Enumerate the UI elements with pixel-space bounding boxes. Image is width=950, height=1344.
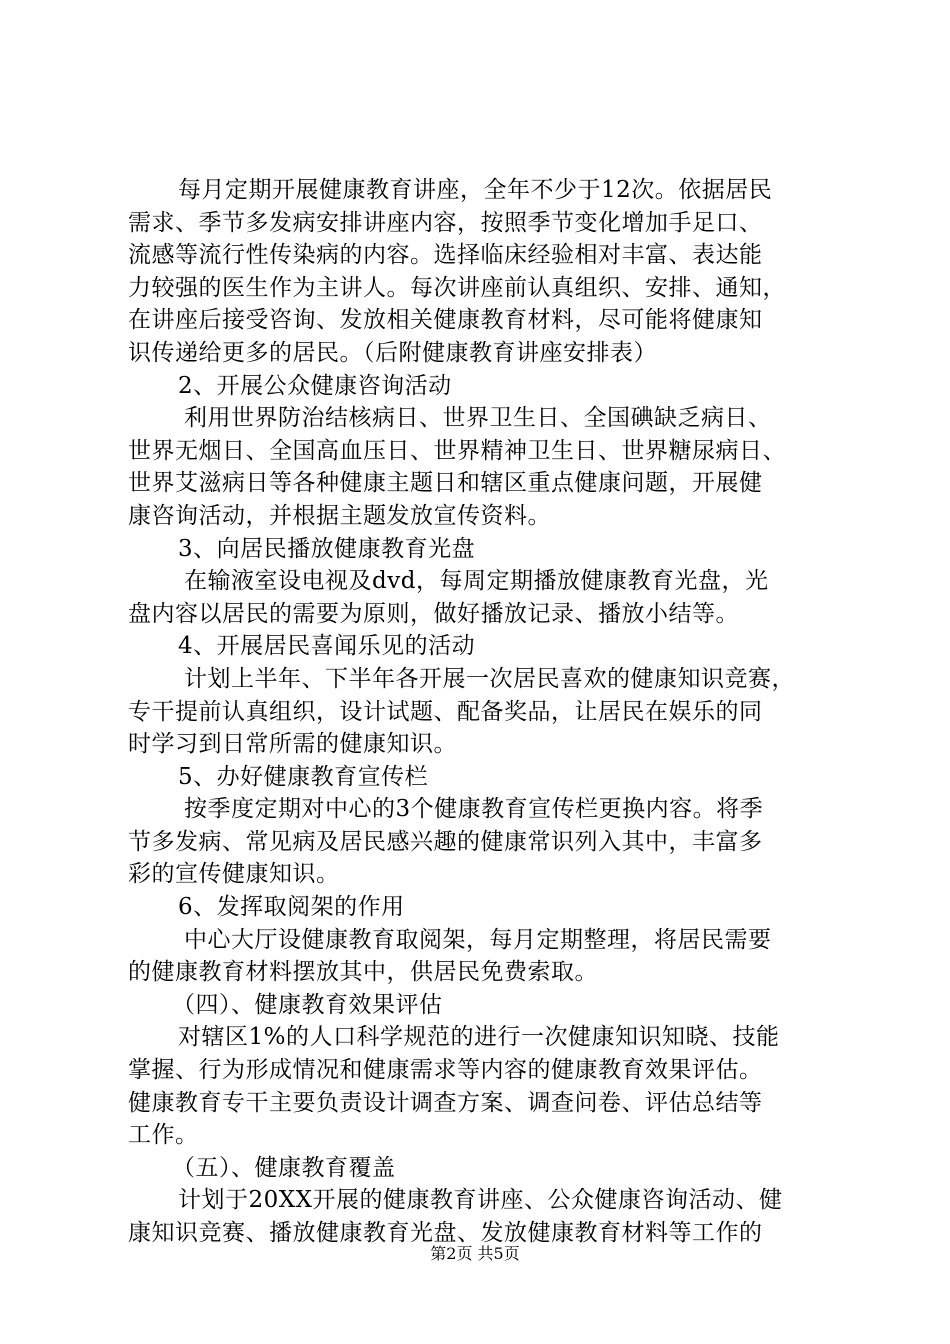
page-footer: 第2页 共5页 xyxy=(430,1244,520,1263)
text-line: 掌握、行为形成情况和健康需求等内容的健康教育效果评估。 xyxy=(128,1057,763,1084)
text-line: 2、开展公众健康咨询活动 xyxy=(178,372,452,399)
text-line: 利用世界防治结核病日、世界卫生日、全国碘缺乏病日、 xyxy=(184,405,772,432)
text-line: 盘内容以居民的需要为原则，做好播放记录、播放小结等。 xyxy=(128,600,739,627)
text-line: 世界艾滋病日等各种健康主题日和辖区重点健康问题，开展健 xyxy=(128,470,763,497)
text-line: 计划于20XX开展的健康教育讲座、公众健康咨询活动、健 xyxy=(178,1187,783,1214)
text-line: （五）、健康教育覆盖 xyxy=(172,1154,396,1181)
text-line: 4、开展居民喜闻乐见的活动 xyxy=(178,633,476,660)
body-text xyxy=(128,174,843,1250)
text-line: 世界无烟日、全国高血压日、世界精神卫生日、世界糖尿病日、 xyxy=(128,437,786,464)
text-line: 工作。 xyxy=(128,1122,199,1149)
text-line: 中心大厅设健康教育取阅架，每月定期整理，将居民需要 xyxy=(184,926,772,953)
text-line: 对辖区1%的人口科学规范的进行一次健康知识知晓、技能 xyxy=(178,1024,780,1051)
text-line: （四）、健康教育效果评估 xyxy=(172,991,443,1018)
text-line: 5、办好健康教育宣传栏 xyxy=(178,763,429,790)
text-line: 健康教育专干主要负责设计调查方案、调查问卷、评估总结等 xyxy=(128,1089,763,1116)
text-line: 的健康教育材料摆放其中，供居民免费索取。 xyxy=(128,959,598,986)
text-line: 康知识竞赛、播放健康教育光盘、发放健康教育材料等工作的 xyxy=(128,1220,763,1246)
text-line: 3、向居民播放健康教育光盘 xyxy=(178,535,476,562)
text-line: 专干提前认真组织，设计试题、配备奖品，让居民在娱乐的同 xyxy=(128,698,763,725)
text-line: 节多发病、常见病及居民感兴趣的健康常识列入其中，丰富多 xyxy=(128,828,763,855)
text-line: 康咨询活动，并根据主题发放宣传资料。 xyxy=(128,502,551,529)
text-line: 彩的宣传健康知识。 xyxy=(128,861,340,888)
text-line: 6、发挥取阅架的作用 xyxy=(178,894,405,921)
text-line: 流感等流行性传染病的内容。选择临床经验相对丰富、表达能 xyxy=(128,242,763,269)
text-line: 在讲座后接受咨询、发放相关健康教育材料，尽可能将健康知 xyxy=(128,307,763,334)
text-line: 按季度定期对中心的3个健康教育宣传栏更换内容。将季 xyxy=(184,796,764,823)
text-line: 时学习到日常所需的健康知识。 xyxy=(128,731,457,758)
text-line: 识传递给更多的居民。（后附健康教育讲座安排表） xyxy=(128,339,657,366)
text-line: 在输液室设电视及dvd，每周定期播放健康教育光盘，光 xyxy=(184,568,769,595)
text-line: 力较强的医生作为主讲人。每次讲座前认真组织、安排、通知， xyxy=(128,274,786,301)
text-line: 需求、季节多发病安排讲座内容，按照季节变化增加手足口、 xyxy=(128,209,763,236)
text-line: 计划上半年、下半年各开展一次居民喜欢的健康知识竞赛， xyxy=(184,665,795,692)
text-line: 每月定期开展健康教育讲座，全年不少于12次。依据居民 xyxy=(178,177,773,203)
